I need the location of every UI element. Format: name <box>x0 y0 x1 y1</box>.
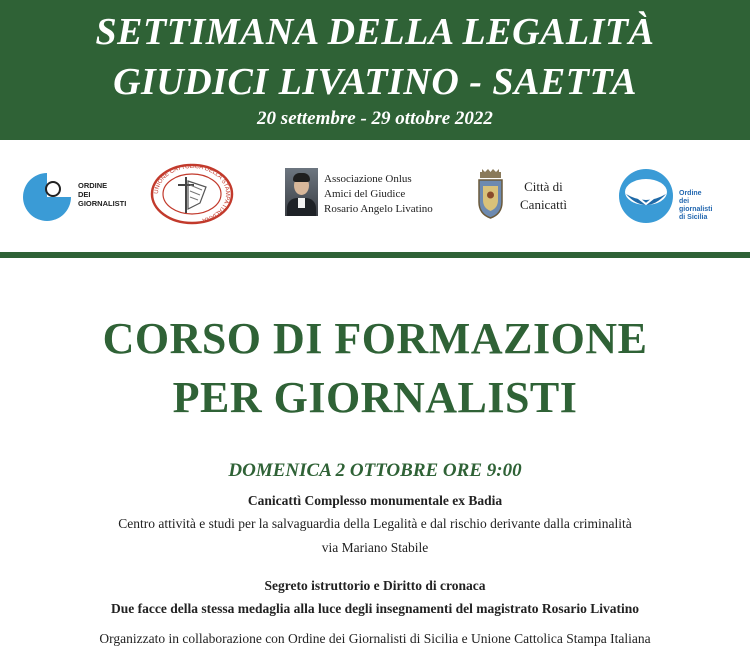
event-address: via Mariano Stabile <box>321 540 429 555</box>
event-venue: Canicattì Complesso monumentale ex Badia <box>247 493 503 508</box>
event-organizers: Organizzato in collaborazione con Ordine dei Giornalisti di Sicilia e Unione Cattolica Stampa Italiana <box>99 631 651 646</box>
ucsi-logo <box>148 163 236 225</box>
green-divider <box>0 252 750 258</box>
banner-dates: 20 settembre - 29 ottobre 2022 <box>257 108 493 129</box>
ordine-giornalisti-logo <box>22 172 72 222</box>
banner-title-line1: SETTIMANA DELLA LEGALITÀ <box>95 11 655 53</box>
event-subtitle: Due facce della stessa medaglia alla luce degli insegnamenti del magistrato Rosario Livatino <box>111 601 639 616</box>
livatino-portrait <box>285 168 318 216</box>
banner-title-line2: GIUDICI LIVATINO - SAETTA <box>113 61 637 103</box>
citta-label: Città di Canicattì <box>520 179 567 212</box>
event-center: Centro attività e studi per la salvaguardia della Legalità e dal rischio derivante dalla criminalità <box>118 516 632 531</box>
event-datetime: DOMENICA 2 OTTOBRE ORE 9:00 <box>228 460 522 481</box>
course-title-line2: PER GIORNALISTI <box>172 373 578 422</box>
ordine-sicilia-label: Ordine dei giornalisti di Sicilia <box>679 190 713 221</box>
ordine-sicilia-logo <box>618 168 674 224</box>
ordine-giornalisti-label: ORDINE DEI GIORNALISTI <box>78 181 127 208</box>
associazione-label: Associazione Onlus Amici del Giudice Rosario Angelo Livatino <box>324 173 433 215</box>
course-title-line1: CORSO DI FORMAZIONE <box>102 314 648 363</box>
event-topic: Segreto istruttorio e Diritto di cronaca <box>264 578 486 593</box>
canicatti-crest-icon <box>477 168 504 220</box>
ucsi-ring-text: UNIONE CATTOLICA DELLA STAMPA ITALIANA <box>153 163 231 223</box>
